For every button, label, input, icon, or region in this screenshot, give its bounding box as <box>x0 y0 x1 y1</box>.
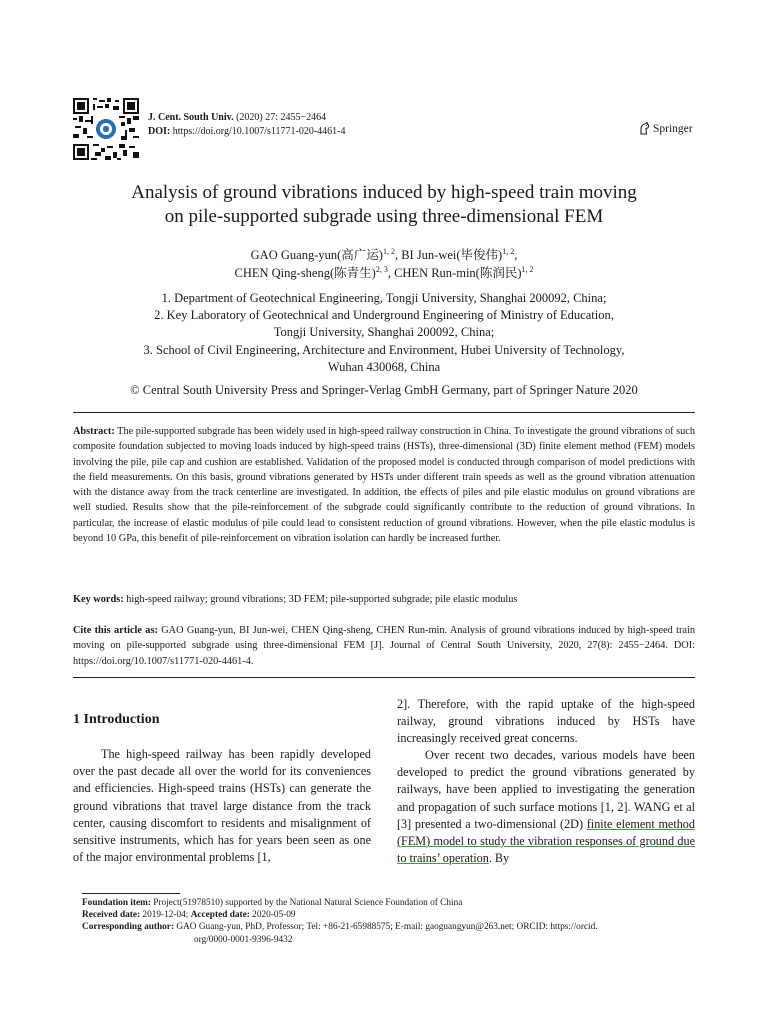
foundation-text: Project(51978510) supported by the National Natural Science Foundation of China <box>150 898 463 908</box>
author-3-affiliation: 2, 3 <box>375 265 388 274</box>
intro-paragraph-1: The high-speed railway has been rapidly developed over the past decade all over the world for its conveniences and efficiencies. High-speed trains (HSTs) can generate the ground vibrations that travel large distance from the track center, causing discomfort to residents and misalignment of sensitive instruments, which has for years been seen as one of the major environmental problems [1, <box>73 747 371 865</box>
author-list <box>60 246 708 282</box>
doi-label: DOI: <box>148 126 171 137</box>
received-label: Received date: <box>82 910 141 921</box>
journal-info: (2020) 27: 2455−2464 <box>233 112 327 123</box>
author-4: , CHEN Run-min(陈润民) <box>387 266 522 280</box>
keywords-label: Key words: <box>73 594 124 605</box>
author-2: , BI Jun-wei(毕俊伟) <box>394 248 503 262</box>
intro-paragraph-2-start: Over recent two decades, various models have been developed to predict the ground vibrations generated by railways, have been applied to investigating the generation and propagation of such surface motions [1, 2]. WANG et al [3] presented a two-dimensional (2D) <box>397 748 695 831</box>
abstract <box>73 424 695 546</box>
orcid-continuation: org/0000-0001-9396-9432 <box>194 934 293 945</box>
intro-paragraph-continued: 2]. Therefore, with the rapid uptake of the high-speed railway, ground vibrations induced by HSTs have increasingly received great concerns. <box>397 697 695 746</box>
article-title <box>60 181 708 229</box>
springer-horse-icon <box>638 122 650 135</box>
keywords-text: high-speed railway; ground vibrations; 3D FEM; pile-supported subgrade; pile elastic modulus <box>123 594 518 605</box>
intro-paragraph-2-end: . By <box>488 851 510 866</box>
doi-link[interactable]: https://doi.org/10.1007/s11771-020-4461-4 <box>170 126 346 137</box>
author-1: GAO Guang-yun(高广运) <box>250 248 383 262</box>
author-2-affiliation: 1, 2 <box>502 247 515 256</box>
divider-bottom <box>73 677 695 678</box>
received-date: 2019-12-04; <box>140 910 191 921</box>
corresponding-author <box>82 921 696 933</box>
title-line-2: on pile-supported subgrade using three-dimensional FEM <box>164 206 604 227</box>
author-1-affiliation: 1, 2 <box>382 247 395 256</box>
author-3: CHEN Qing-sheng(陈青生) <box>234 266 376 280</box>
abstract-text: The pile-supported subgrade has been widely used in high-speed railway construction in China. To investigate the ground vibrations of such composite foundation subjected to moving loads induced by high-speed trains (HSTs), three-dimensional (3D) finite element method (FEM) models involving the pile, pile cap and cushion are established. Validation of the proposed model is conducted through comparison of model predictions with the field measurements. On this basis, ground vibrations generated by HSTs under different train speeds as well as the ground vibration attenuation with the distance away from the track centerline are investigated. In addition, the effects of piles and pile elastic modulus on ground vibrations are well studied. Results show that the pile-reinforcement of the subgrade could significantly contribute to the reduction of ground vibrations. In particular, the increase of elastic modulus of pile could lead to consistent reduction of ground vibrations. However, when the pile elastic modulus is beyond 10 GPa, this benefit of pile-reinforcement on vibration isolation can hardly be increased further. <box>73 426 695 545</box>
intro-paragraph-2 <box>397 747 695 867</box>
abstract-label: Abstract: <box>73 426 115 437</box>
journal-header <box>148 111 346 139</box>
affiliation-1: 1. Department of Geotechnical Engineering, Tongji University, Shanghai 200092, China; <box>161 291 607 305</box>
corresponding-label: Corresponding author: <box>82 922 175 933</box>
springer-logo <box>638 122 693 135</box>
qr-code-icon <box>73 98 139 160</box>
citation-text: GAO Guang-yun, BI Jun-wei, CHEN Qing-sheng, CHEN Run-min. Analysis of ground vibrations induced by high-speed train moving on pile-supported subgrade using three-dimensional FEM [J]. Journal of Central South University, 2020, 27(8): 2455−2464. DOI: https://doi.org/10.1007/s11771-020-4461-4. <box>73 625 696 667</box>
accepted-label: Accepted date: <box>190 910 250 921</box>
footnote-divider <box>82 893 180 894</box>
journal-name: J. Cent. South Univ. <box>148 112 234 123</box>
foundation-item <box>82 897 696 909</box>
affiliation-3: 3. School of Civil Engineering, Architecture and Environment, Hubei University of Technology, <box>143 342 625 357</box>
affiliation-list <box>60 290 708 376</box>
intro-paragraph-2-highlight: finite element method (FEM) model to study the vibration responses of ground due to trains’ operation <box>397 816 695 866</box>
divider-top <box>73 412 695 413</box>
dates <box>82 909 696 921</box>
citation <box>73 623 695 669</box>
accepted-date: 2020-05-09 <box>249 910 296 921</box>
foundation-label: Foundation item: <box>82 898 151 908</box>
copyright-notice: © Central South University Press and Springer-Verlag GmbH Germany, part of Springer Nature 2020 <box>130 383 638 397</box>
author-separator: , <box>514 248 518 262</box>
springer-wordmark: Springer <box>653 122 693 135</box>
affiliation-3-cont: Wuhan 430068, China <box>327 359 441 374</box>
author-4-affiliation: 1, 2 <box>521 265 534 274</box>
affiliation-2-cont: Tongji University, Shanghai 200092, China; <box>273 325 495 340</box>
title-line-1: Analysis of ground vibrations induced by high-speed train moving <box>131 182 637 203</box>
section-heading: 1 Introduction <box>73 712 160 727</box>
keywords <box>73 592 695 607</box>
corresponding-text: GAO Guang-yun, PhD, Professor; Tel: +86-21-65988575; E-mail: gaoguangyun@263.net; ORCID: https://orcid. <box>174 922 598 933</box>
footnotes <box>82 897 696 946</box>
citation-label: Cite this article as: <box>73 625 158 636</box>
affiliation-2: 2. Key Laboratory of Geotechnical and Underground Engineering of Ministry of Education, <box>154 308 614 323</box>
